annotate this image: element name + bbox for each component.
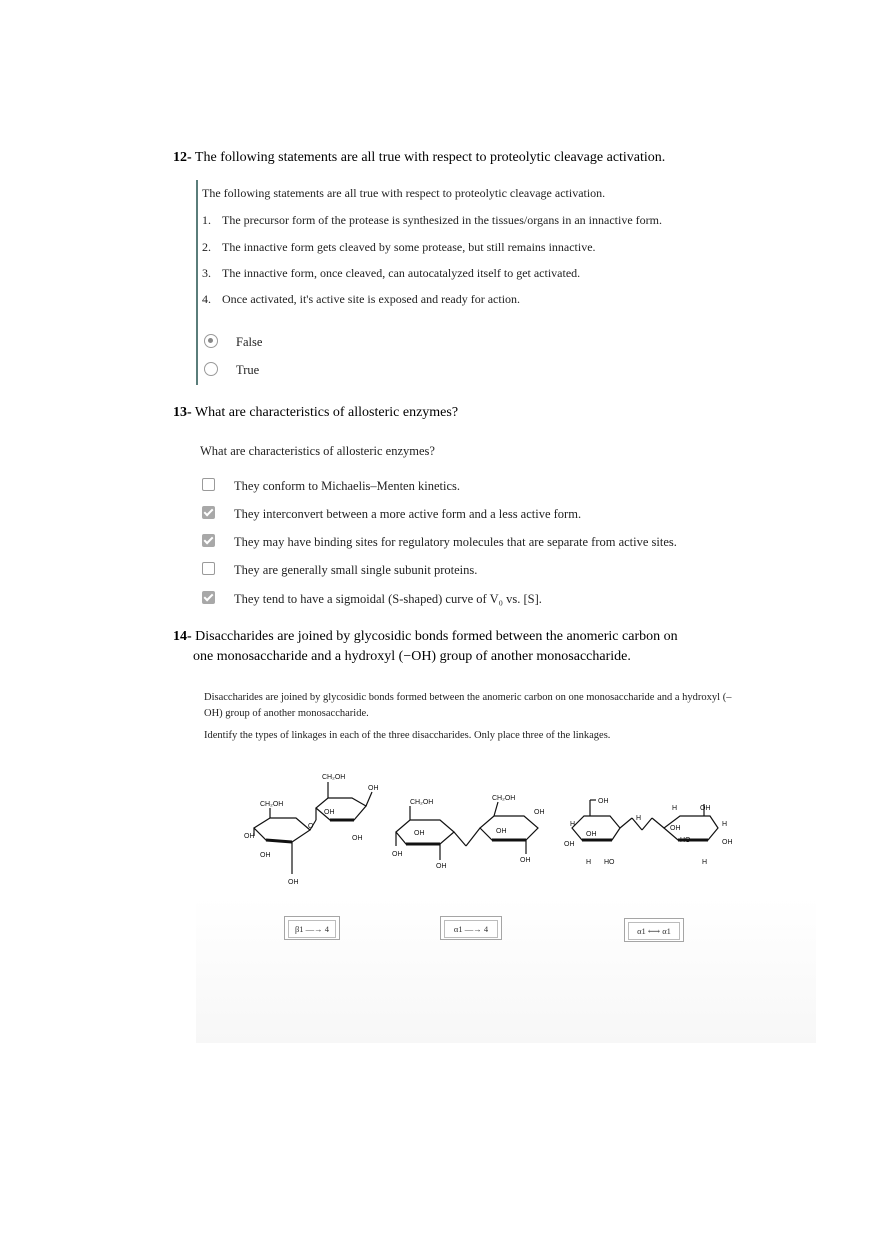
svg-text:OH: OH — [436, 863, 447, 870]
svg-text:OH: OH — [534, 809, 545, 816]
statement-4: 4. Once activated, it's active site is exposed and ready for action. — [202, 292, 521, 306]
checkbox-checked-icon[interactable] — [202, 506, 215, 519]
radio-unselected-icon[interactable] — [204, 362, 218, 376]
screenshot-title: What are characteristics of allosteric enzymes? — [200, 444, 435, 458]
svg-text:HO: HO — [680, 837, 691, 844]
svg-text:O: O — [308, 823, 314, 830]
screenshot-paragraph-1: Disaccharides are joined by glycosidic bonds formed between the anomeric carbon on one monosaccharide and a hydroxyl (–OH) group of another monosaccharide. — [204, 692, 732, 719]
question-number: 14- — [173, 629, 192, 644]
linkage-alpha1-4-button[interactable]: α1 —→ 4 — [440, 916, 502, 940]
statement-1: 1. The precursor form of the protease is synthesized in the tissues/organs in an innactive form. — [202, 213, 662, 227]
linkage-beta1-4-button[interactable]: β1 —→ 4 — [284, 916, 340, 940]
question-number: 12- — [173, 150, 192, 165]
svg-text:OH: OH — [520, 857, 531, 864]
question-text: What are characteristics of allosteric enzymes? — [194, 405, 459, 420]
linkage-alpha1-alpha1-button[interactable]: α1 ⟷ α1 — [624, 918, 684, 942]
svg-text:OH: OH — [564, 841, 575, 848]
statement-3: 3. The innactive form, once cleaved, can autocatalyzed itself to get activated. — [202, 266, 581, 280]
svg-text:HO: HO — [604, 859, 615, 866]
svg-text:OH: OH — [288, 879, 299, 886]
svg-text:CH₂OH: CH₂OH — [410, 799, 434, 806]
question-text-line-1: Disaccharides are joined by glycosidic bonds formed between the anomeric carbon on — [195, 629, 678, 644]
checkbox-checked-icon[interactable] — [202, 591, 215, 604]
svg-text:OH: OH — [352, 835, 363, 842]
checkbox-unchecked-icon[interactable] — [202, 478, 215, 491]
svg-text:OH: OH — [368, 785, 379, 792]
svg-text:CH₂OH: CH₂OH — [322, 774, 346, 781]
svg-text:H: H — [586, 859, 592, 866]
svg-text:OH: OH — [670, 825, 681, 832]
checkbox-unchecked-icon[interactable] — [202, 562, 215, 575]
question-text: The following statements are all true with respect to proteolytic cleavage activation. — [194, 150, 666, 165]
svg-text:OH: OH — [324, 809, 335, 816]
question-number: 13- — [173, 405, 192, 420]
question-14-screenshot — [196, 678, 816, 1043]
svg-text:OH: OH — [722, 839, 733, 846]
svg-text:OH: OH — [586, 831, 597, 838]
svg-text:CH₂OH: CH₂OH — [492, 795, 516, 802]
svg-text:OH: OH — [700, 805, 711, 812]
screenshot-title: The following statements are all true with respect to proteolytic cleavage activation. — [202, 186, 606, 200]
question-12-screenshot: The following statements are all true with respect to proteolytic cleavage activation. 1. The precursor form of the protease is synthesized in the tissues/organs in an innactive form. 2. The innactive form gets cleaved by some protease, but still remains innactive. 3. The innactive form, once cleaved, can autocatalyzed itself to get activated. 4. Once activated, it's active site is exposed and ready for action. False True — [196, 180, 818, 385]
svg-text:H: H — [702, 859, 708, 866]
svg-text:H: H — [570, 821, 576, 828]
svg-text:H: H — [636, 815, 642, 822]
svg-text:OH: OH — [414, 830, 425, 837]
svg-text:CH₂OH: CH₂OH — [260, 801, 284, 808]
question-14-heading — [173, 627, 678, 667]
question-13-heading — [173, 403, 458, 423]
ring-right — [480, 816, 538, 840]
question-text-line-2: one monosaccharide and a hydroxyl (−OH) group of another monosaccharide. — [193, 649, 631, 664]
checkbox-checked-icon[interactable] — [202, 534, 215, 547]
radio-selected-icon[interactable] — [204, 334, 218, 348]
structure-labels — [244, 774, 733, 886]
svg-text:H: H — [722, 821, 728, 828]
svg-text:OH: OH — [260, 852, 271, 859]
svg-text:H: H — [672, 805, 678, 812]
statement-2: 2. The innactive form gets cleaved by some protease, but still remains innactive. — [202, 240, 596, 254]
ring-lower — [254, 818, 310, 842]
svg-text:OH: OH — [392, 851, 403, 858]
question-13-screenshot: What are characteristics of allosteric enzymes? They conform to Michaelis–Menten kinetics. They interconvert between a more active form and a less active form. They may have binding sites for regulatory molecules that are separate from active sites. They are generally small single subunit proteins. They tend to have a sigmoidal (S-shaped) curve of V₀ vs. [S]. — [196, 432, 816, 617]
disaccharide-structures — [244, 770, 744, 905]
ring-left — [396, 820, 454, 844]
svg-text:OH: OH — [496, 828, 507, 835]
question-12-heading — [173, 148, 665, 168]
screenshot-paragraph-2: Identify the types of linkages in each of the three disaccharides. Only place three of the linkages. — [204, 730, 611, 741]
svg-text:OH: OH — [244, 833, 255, 840]
svg-text:OH: OH — [598, 798, 609, 805]
